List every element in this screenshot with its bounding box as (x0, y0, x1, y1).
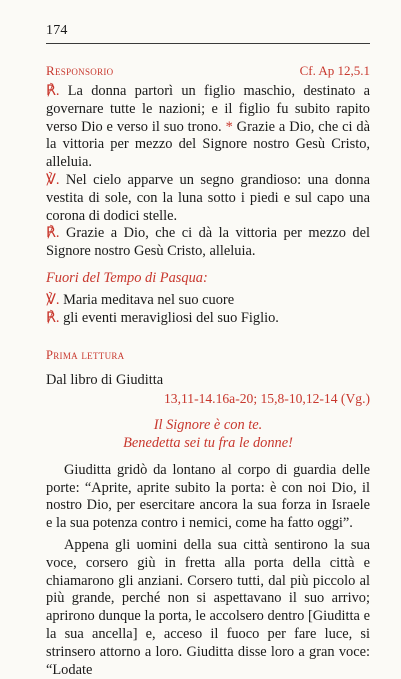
responsory-header (46, 63, 370, 79)
responsory-r1-refrain: Grazie a Dio, che ci dà la vittoria per mezzo del Signore nostro Gesù Cristo, alleluia. (46, 118, 370, 171)
breviary-page (46, 22, 370, 679)
reading-paragraph-1: Giuditta gridò da lontano al corpo di guardia delle porte: “Aprite, aprite subito la porta: è con noi Dio, il nostro Dio, per esercitare ancora la sua forza in Israele e la sua potenza contro i nemici, come ha fatto oggi”. (46, 461, 370, 532)
responsory-versicle (46, 172, 370, 225)
fuori-tempo-v-text: Maria meditava nel suo cuore (63, 291, 235, 308)
responsory-r1-text: La donna partorì un figlio maschio, destinato a governare tutte le nazioni; e il figlio fu subito rapito verso Dio e verso il suo trono. (46, 83, 370, 135)
responsory-r1 (46, 83, 370, 172)
page-number: 174 (46, 23, 68, 38)
header-rule (46, 43, 370, 44)
fuori-tempo-versicle (46, 292, 370, 310)
fuori-tempo-heading: Fuori del Tempo di Pasqua: (46, 269, 208, 286)
asterisk-mark: * (225, 118, 233, 135)
responsory-reference: Cf. Ap 12,5.1 (299, 63, 370, 78)
reading-reference: 13,11-14.16a-20; 15,8-10,12-14 (Vg.) (163, 391, 370, 407)
motto-line-2: Benedetta sei tu fra le donne! (123, 434, 293, 451)
response-symbol-3: ℟. (46, 309, 60, 326)
fuori-tempo-response (46, 310, 370, 328)
responsory-v-text: Nel cielo apparve un segno grandioso: una donna vestita di sole, con la luna sotto i piedi e sul capo una corona di dodici stelle. (46, 171, 370, 224)
reading-motto (46, 417, 370, 453)
responsory-heading: Responsorio (46, 63, 114, 78)
reading-paragraph-2: Appena gli uomini della sua città sentirono la sua voce, corsero giù in fretta alla porta della città e chiamarono gli anziani. Corsero tutti, dal più piccolo al più grande, perché non si aspettavano il suo arrivo; aprirono dunque la porta, le accolsero dentro [Giuditta e la sua ancella] e, acceso il fuoco per fare luce, si strinsero attorno a loro. Giuditta disse loro a gran voce: “Lodate (46, 536, 370, 678)
versicle-symbol: ℣. (46, 171, 60, 188)
versicle-symbol-2: ℣. (46, 291, 60, 308)
book-title: Dal libro di Giuditta (46, 372, 164, 389)
fuori-tempo-r-text: gli eventi meravigliosi del suo Figlio. (63, 309, 279, 326)
responsory-r2 (46, 225, 370, 261)
motto-line-1: Il Signore è con te. (153, 417, 263, 434)
response-symbol-2: ℟. (46, 225, 60, 242)
prima-lettura-heading: Prima lettura (46, 348, 125, 363)
responsory-r2-text: Grazie a Dio, che ci dà la vittoria per mezzo del Signore nostro Gesù Cristo, alleluia. (46, 225, 370, 260)
response-symbol: ℟. (46, 83, 60, 99)
